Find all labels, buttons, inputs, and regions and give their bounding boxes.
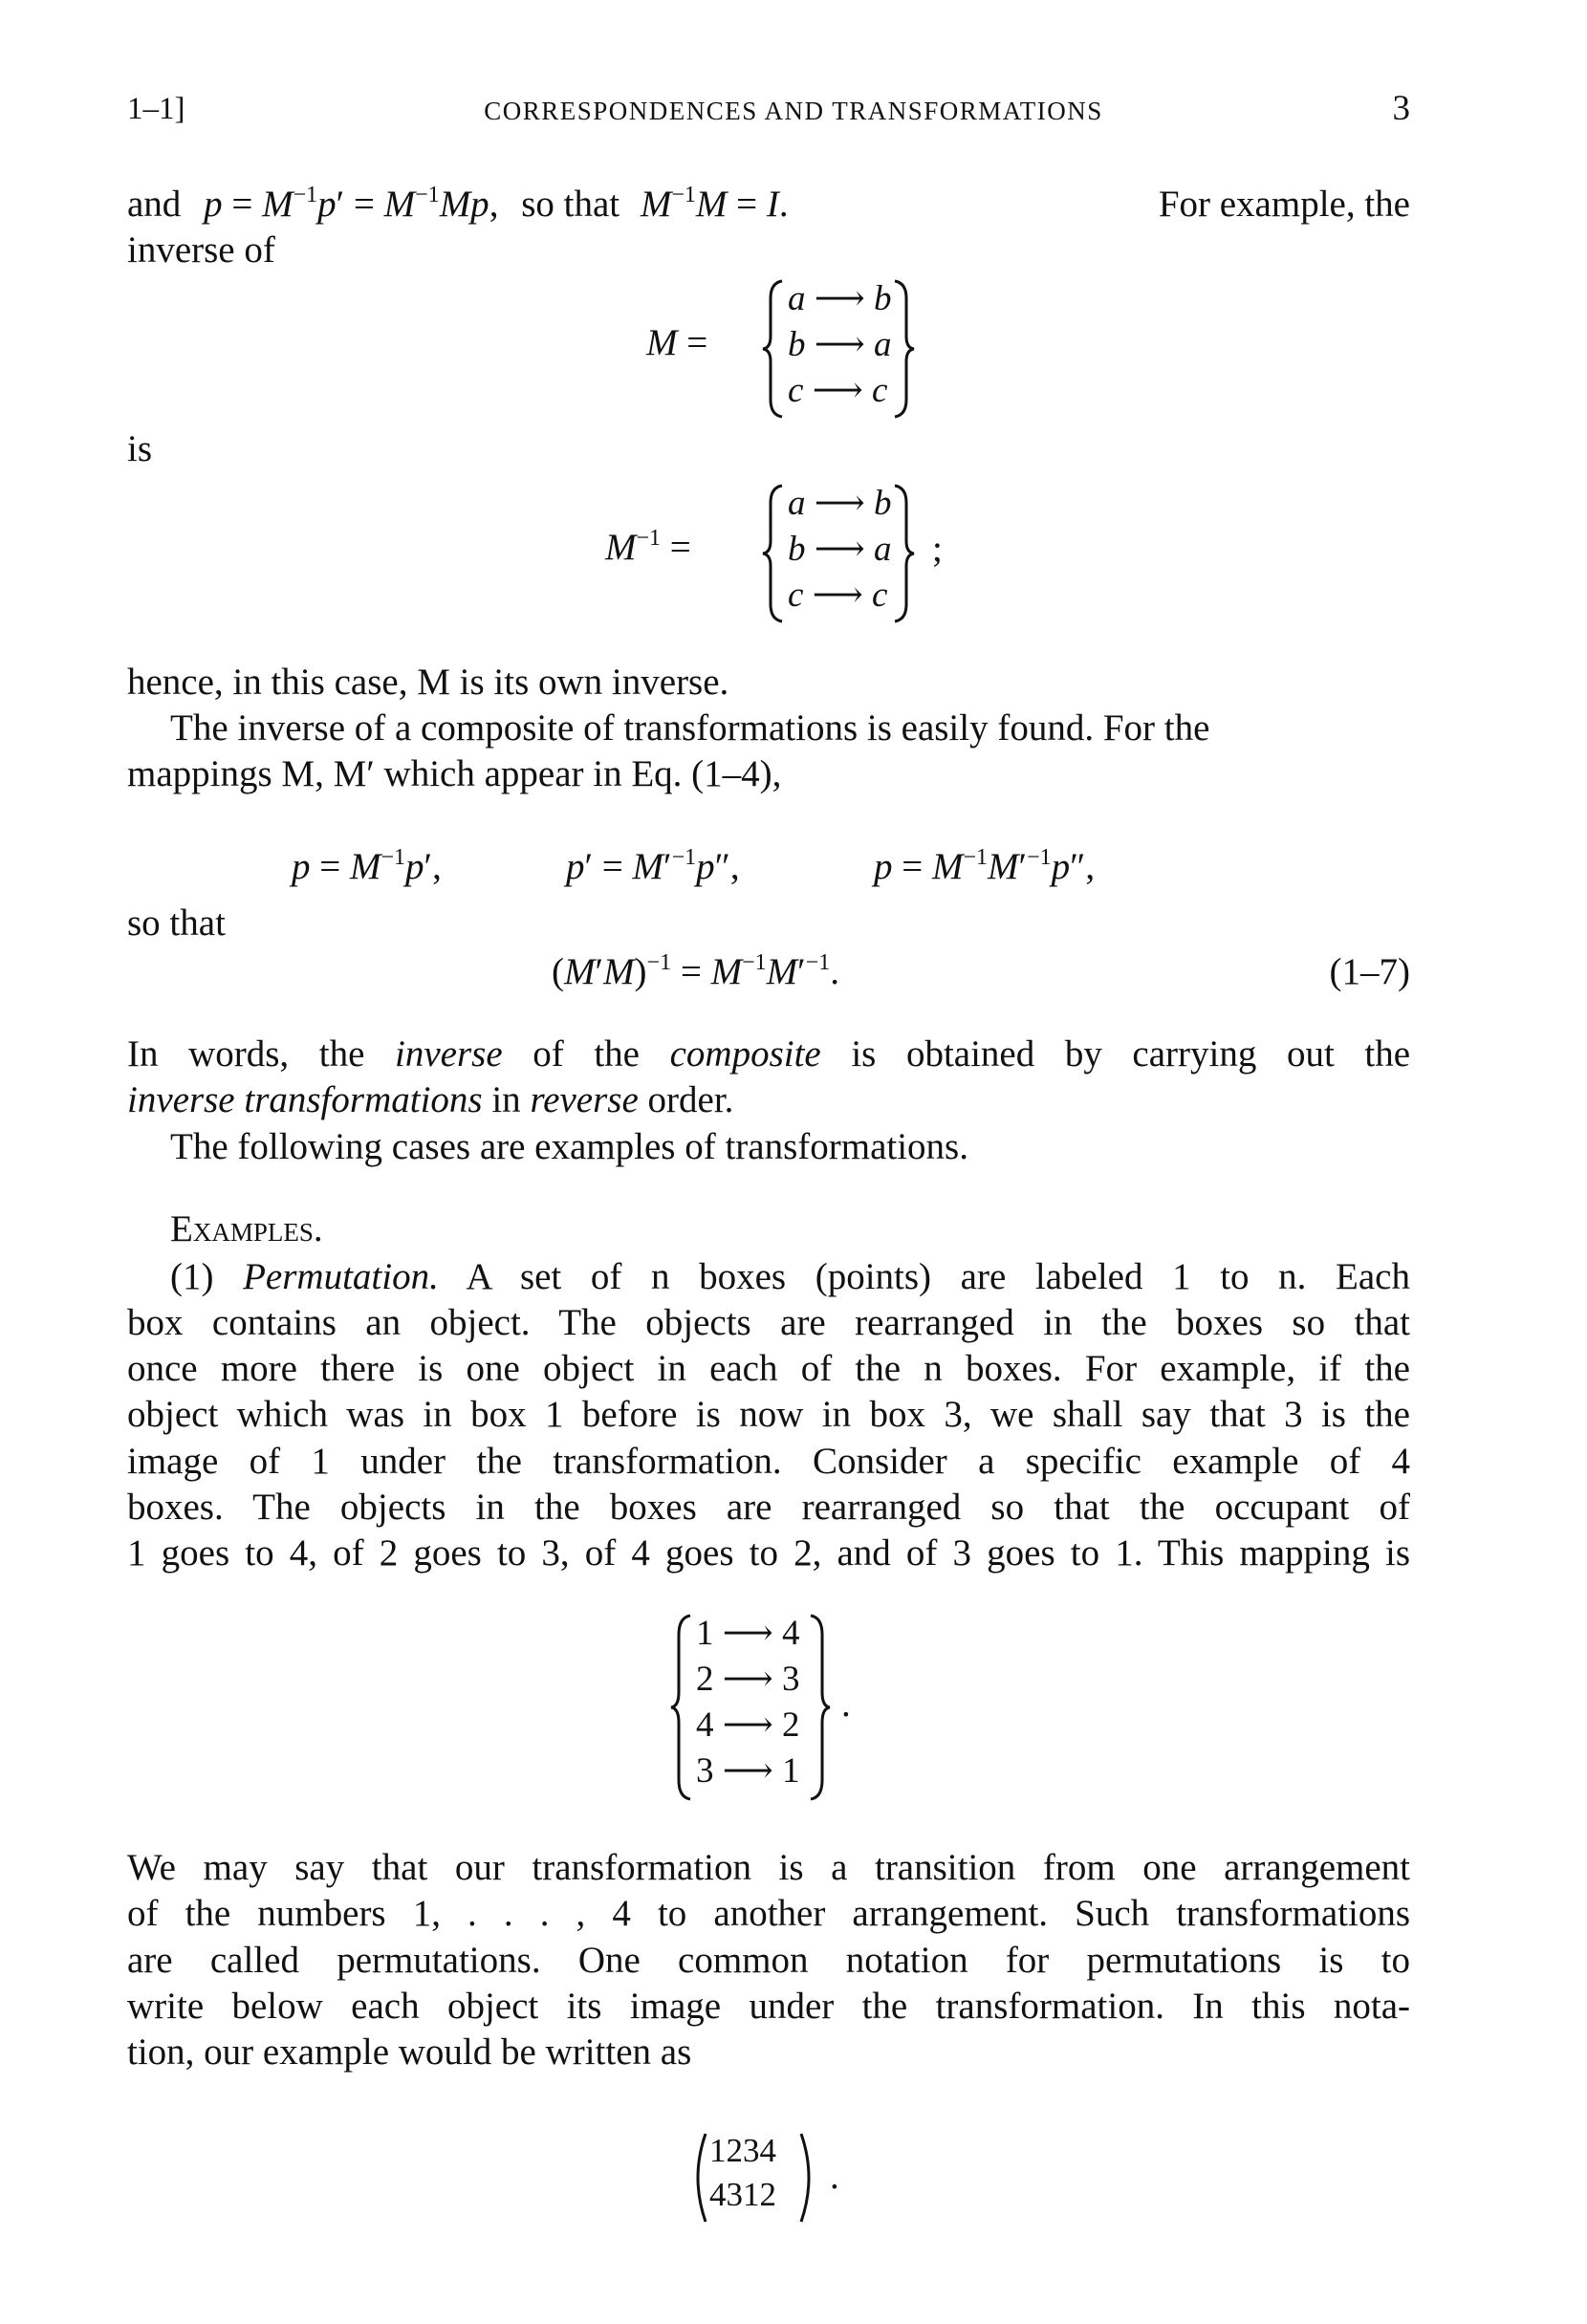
matrix-minv-label: $M^{-1}$ = <box>605 526 691 568</box>
left-brace-icon <box>669 1612 696 1803</box>
section-number: 1–1] <box>127 92 185 126</box>
page-number: 3 <box>1392 89 1410 128</box>
para6-line: write below each object its image under the transformation. In this nota- <box>127 1986 1410 2027</box>
para6-line: We may say that our transformation is a transition from one arrangement <box>127 1847 1410 1888</box>
matrix-m-row: c ⟶ c <box>788 371 888 410</box>
equation-1-7: $(M'M)^{-1} = M^{-1}M'^{-1}$. <box>552 950 839 992</box>
right-brace-icon <box>889 277 916 421</box>
matrix-minv-row: a ⟶ b <box>788 484 892 523</box>
equation-p: $p = M^{-1}p'$, <box>292 845 442 887</box>
mapping-row: 4 ⟶ 2 <box>696 1705 800 1745</box>
right-paren-icon <box>797 2130 820 2226</box>
example1-line: object which was in box 1 before is now in box 3, we shall say that 3 is the <box>127 1394 1410 1435</box>
so-that-text: so that <box>127 902 226 944</box>
para1-line1: and $p = M^{-1}p' = M^{-1}Mp$, so that $M^{-1}M = I$. For example, the <box>127 183 1410 225</box>
para3-line1: The inverse of a composite of transformations is easily found. For the <box>170 707 1210 749</box>
example1-line1: (1) Permutation. A set of n boxes (points) are labeled 1 to n. Each <box>170 1256 1410 1297</box>
para5-line: The following cases are examples of transformations. <box>170 1126 968 1167</box>
examples-heading: Examples. <box>170 1208 323 1249</box>
para1-line2: inverse of <box>127 229 275 271</box>
example1-line: once more there is one object in each of the n boxes. For example, if the <box>127 1348 1410 1389</box>
para6-line: are called permutations. One common notation for permutations is to <box>127 1940 1410 1981</box>
matrix-m-row: b ⟶ a <box>788 325 892 364</box>
para3-line2: mappings M, M′ which appear in Eq. (1–4), <box>127 753 782 794</box>
equation-number: (1–7) <box>1329 951 1410 992</box>
para4-line1: In words, the inverse of the composite is obtained by carrying out the <box>127 1033 1411 1075</box>
mapping-row: 1 ⟶ 4 <box>696 1614 800 1653</box>
example1-line: 1 goes to 4, of 2 goes to 3, of 4 goes to 2, and of 3 goes to 1. This mapping is <box>127 1532 1410 1574</box>
right-brace-icon <box>805 1612 832 1803</box>
left-brace-icon <box>761 482 788 625</box>
matrix-m-label: M = <box>646 322 708 363</box>
period: . <box>830 2156 839 2197</box>
left-paren-icon <box>686 2130 709 2226</box>
is-text: is <box>127 428 153 469</box>
notation-top-row: 1234 <box>709 2132 776 2169</box>
para4-line2: inverse transformations in reverse order. <box>127 1079 734 1120</box>
notation-bottom-row: 4312 <box>709 2176 776 2213</box>
example1-line: image of 1 under the transformation. Consider a specific example of 4 <box>127 1441 1410 1482</box>
equation-pprime: $p' = M'^{-1}p''$, <box>566 845 740 887</box>
matrix-m-row: a ⟶ b <box>788 279 892 318</box>
left-brace-icon <box>761 277 788 421</box>
running-title: CORRESPONDENCES AND TRANSFORMATIONS <box>484 97 1103 125</box>
right-brace-icon <box>889 482 916 625</box>
period: . <box>841 1683 851 1725</box>
equation-p-composite: $p = M^{-1}M'^{-1}p''$, <box>874 845 1096 887</box>
para6-line: tion, our example would be written as <box>127 2031 692 2073</box>
mapping-row: 2 ⟶ 3 <box>696 1660 800 1699</box>
matrix-minv-row: c ⟶ c <box>788 576 888 615</box>
matrix-minv-row: b ⟶ a <box>788 530 892 569</box>
mapping-row: 3 ⟶ 1 <box>696 1751 800 1791</box>
example1-line: box contains an object. The objects are rearranged in the boxes so that <box>127 1302 1410 1343</box>
semicolon: ; <box>932 529 943 570</box>
para2-line: hence, in this case, M is its own inverse. <box>127 662 729 703</box>
example1-line: boxes. The objects in the boxes are rearranged so that the occupant of <box>127 1487 1410 1528</box>
para6-line: of the numbers 1, . . . , 4 to another arrangement. Such transformations <box>127 1893 1410 1934</box>
